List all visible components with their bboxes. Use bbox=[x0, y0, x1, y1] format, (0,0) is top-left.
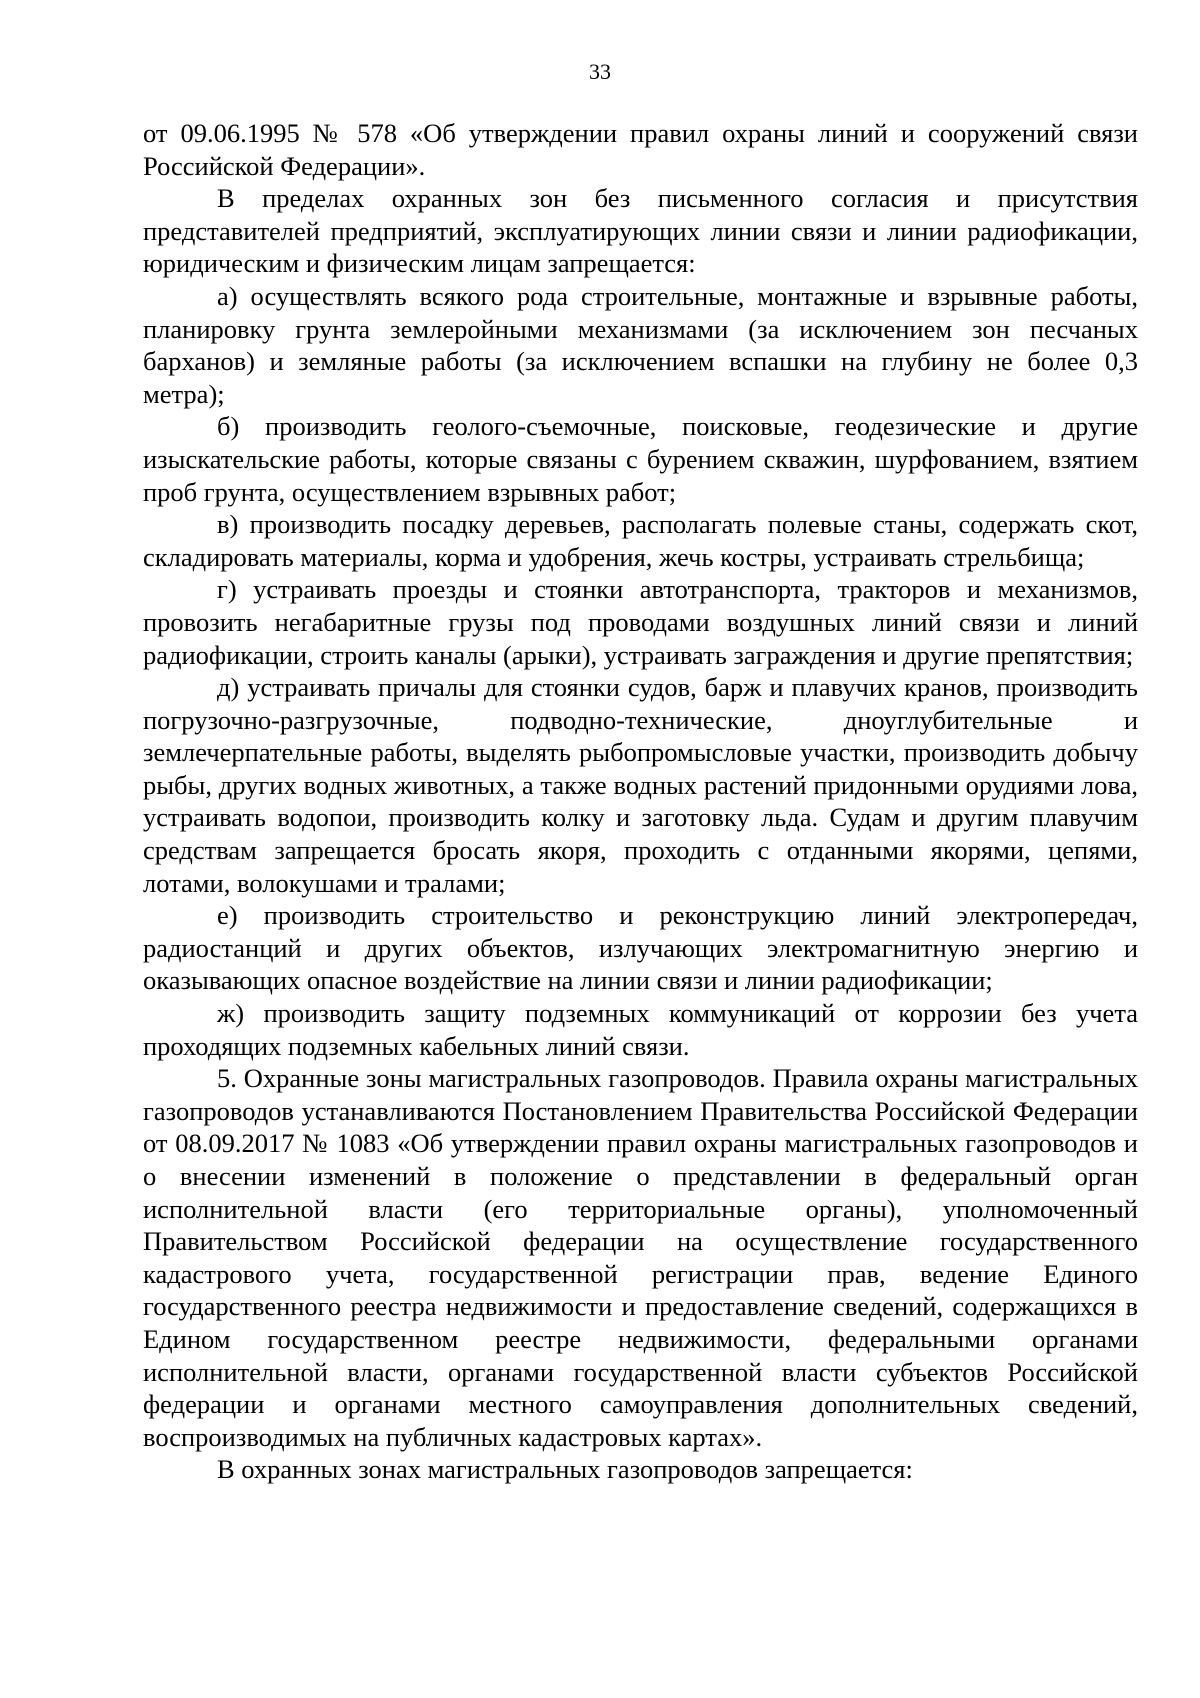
section-5-gas-pipelines: 5. Охранные зоны магистральных газопроводов. Правила охраны магистральных газопроводов устанавливаются Постановлением Правительства Российской Федерации от 08.09.2017 № 1083 «Об утверждении правил охраны магистральных газопроводов и о внесении изменений в положение о представлении в федеральный орган исполнительной власти (его территориальные органы), уполномоченный Правительством Российской федерации на осуществление государственного кадастрового учета, государственной регистрации прав, ведение Единого государственного реестра недвижимости и предоставление сведений, содержащихся в Едином государственном реестре недвижимости, федеральными органами исполнительной власти, органами государственной власти субъектов Российской федерации и органами местного самоуправления дополнительных сведений, воспроизводимых на публичных кадастровых картах». bbox=[143, 1063, 1138, 1452]
list-item-e: е) производить строительство и реконструкцию линий электропередач, радиостанций и других объектов, излучающих электромагнитную энергию и оказывающих опасное воздействие на линии связи и линии радиофикации; bbox=[143, 900, 1138, 996]
document-body bbox=[143, 117, 1138, 1486]
list-item-zh: ж) производить защиту подземных коммуникаций от коррозии без учета проходящих подземных кабельных линий связи. bbox=[143, 998, 1138, 1061]
paragraph-gas-prohibitions-intro: В охранных зонах магистральных газопроводов запрещается: bbox=[217, 1454, 913, 1485]
list-item-v: в) производить посадку деревьев, располагать полевые станы, содержать скот, складировать материалы, корма и удобрения, жечь костры, устраивать стрельбища; bbox=[143, 509, 1138, 572]
page-number: 33 bbox=[589, 59, 611, 84]
paragraph-continuation: от 09.06.1995 № 578 «Об утверждении правил охраны линий и сооружений связи Российской Федерации». bbox=[143, 118, 1138, 181]
list-item-a: а) осуществлять всякого рода строительные, монтажные и взрывные работы, планировку грунта землеройными механизмами (за исключением зон песчаных барханов) и земляные работы (за исключением вспашки на глубину не более 0,3 метра); bbox=[143, 280, 1138, 409]
list-item-g: г) устраивать проезды и стоянки автотранспорта, тракторов и механизмов, провозить негабаритные грузы под проводами воздушных линий связи и линий радиофикации, строить каналы (арыки), устраивать заграждения и другие препятствия; bbox=[143, 574, 1138, 670]
paragraph-prohibitions-intro: В пределах охранных зон без письменного согласия и присутствия представителей предприятий, эксплуатирующих линии связи и линии радиофикации, юридическим и физическим лицам запрещается: bbox=[143, 183, 1138, 279]
list-item-d: д) устраивать причалы для стоянки судов, барж и плавучих кранов, производить погрузочно-разгрузочные, подводно-технические, дноуглубительные и землечерпательные работы, выделять рыбопромысловые участки, производить добычу рыбы, других водных животных, а также водных растений придонными орудиями лова, устраивать водопои, производить колку и заготовку льда. Судам и другим плавучим средствам запрещается бросать якоря, проходить с отданными якорями, цепями, лотами, волокушами и тралами; bbox=[143, 672, 1138, 898]
list-item-b: б) производить геолого-съемочные, поисковые, геодезические и другие изыскательские работы, которые связаны с бурением скважин, шурфованием, взятием проб грунта, осуществлением взрывных работ; bbox=[143, 411, 1138, 507]
